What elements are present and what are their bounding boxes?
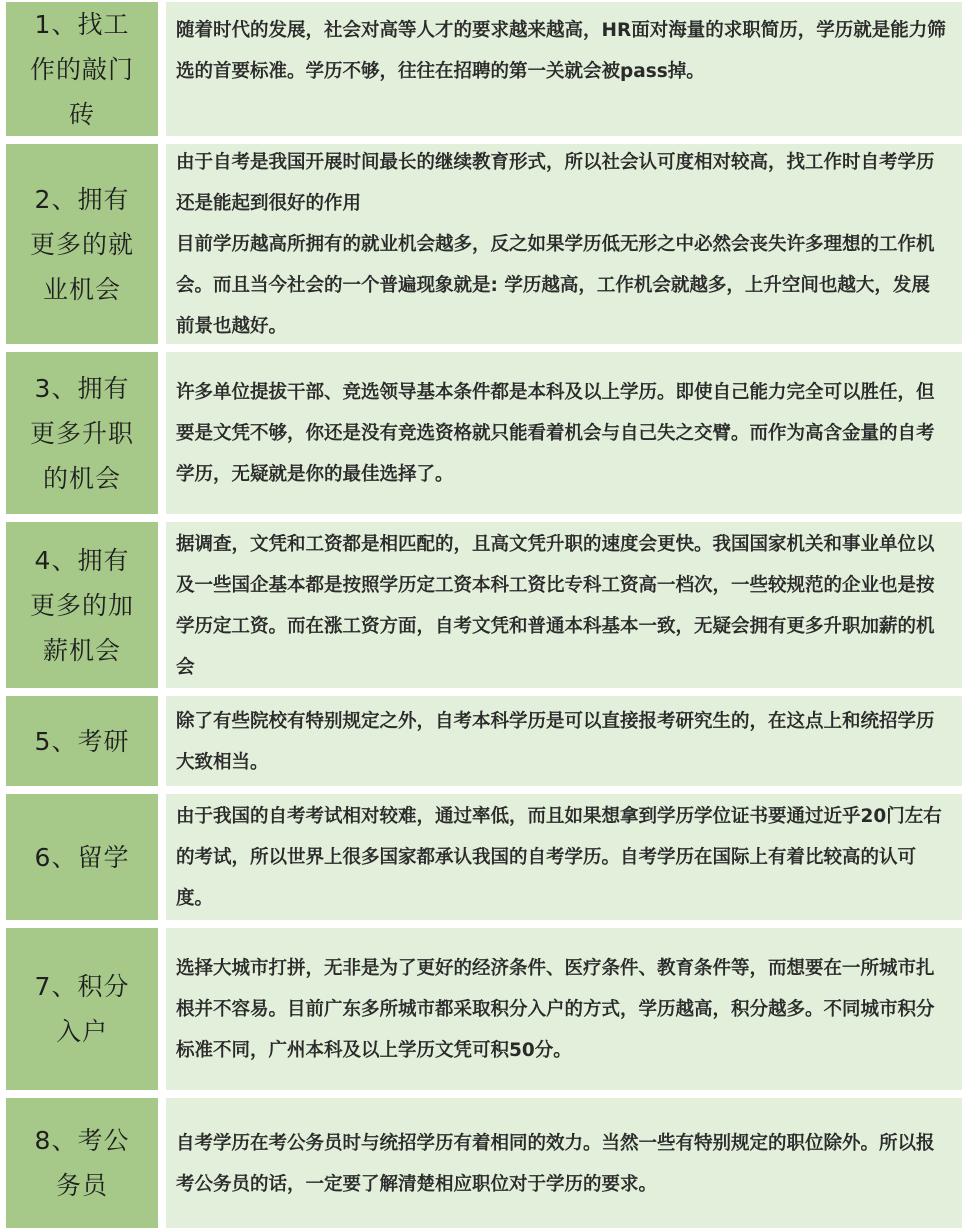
row-content-cell (166, 144, 962, 344)
row-content-cell (166, 352, 962, 514)
row-content-cell (166, 522, 962, 688)
row-content: 随着时代的发展，社会对高等人才的要求越来越高，HR面对海量的求职简历，学历就是能力筛选的首要标准。学历不够，往往在招聘的第一关就会被pass掉。 (176, 20, 946, 82)
row-label-cell (6, 522, 158, 688)
row-content-cell (166, 928, 962, 1090)
row-content: 许多单位提拔干部、竞选领导基本条件都是本科及以上学历。即使自己能力完全可以胜任，但要是文凭不够，你还是没有竞选资格就只能看着机会与自己失之交臂。而作为高含金量的自考学历，无疑就是你的最佳选择了。 (176, 382, 935, 485)
row-label: 1、找工作的敲门砖 (29, 9, 134, 129)
row-label-cell (6, 2, 158, 136)
table-row (0, 696, 962, 786)
row-label: 7、积分入户 (34, 972, 130, 1046)
row-label: 3、拥有更多升职的机会 (29, 373, 134, 493)
row-content-cell (166, 1098, 962, 1228)
row-label: 2、拥有更多的就业机会 (29, 184, 134, 304)
row-label: 4、拥有更多的加薪机会 (29, 545, 134, 665)
row-label-cell (6, 1098, 158, 1228)
row-content: 除了有些院校有特别规定之外，自考本科学历是可以直接报考研究生的，在这点上和统招学历大致相当。 (176, 710, 935, 773)
row-label-cell (6, 352, 158, 514)
table-row (0, 928, 962, 1090)
table-row (0, 794, 962, 920)
table-row (0, 352, 962, 514)
row-content: 选择大城市打拼，无非是为了更好的经济条件、医疗条件、教育条件等，而想要在一所城市扎根并不容易。目前广东多所城市都采取积分入户的方式，学历越高，积分越多。不同城市积分标准不同，广州本科及以上学历文凭可积50分。 (176, 958, 935, 1061)
table-row (0, 1098, 962, 1228)
row-label-cell (6, 928, 158, 1090)
row-label: 5、考研 (34, 726, 130, 756)
table-row (0, 144, 962, 344)
row-label-cell (6, 696, 158, 786)
row-content: 据调查，文凭和工资都是相匹配的，且高文凭升职的速度会更快。我国国家机关和事业单位以及一些国企基本都是按照学历定工资本科工资比专科工资高一档次，一些较规范的企业也是按学历定工资。而在涨工资方面，自考文凭和普通本科基本一致，无疑会拥有更多升职加薪的机会 (176, 533, 935, 678)
row-content: 由于自考是我国开展时间最长的继续教育形式，所以社会认可度相对较高，找工作时自考学历还是能起到很好的作用 目前学历越高所拥有的就业机会越多，反之如果学历低无形之中必然会丧失许多理想的工作机会。而且当今社会的一个普遍现象就是: 学历越高，工作机会就越多，上升空间也越大，发展前景也越好。 (176, 152, 935, 337)
table-row (0, 522, 962, 688)
row-content: 由于我国的自考考试相对较难，通过率低，而且如果想拿到学历学位证书要通过近乎20门左右的考试，所以世界上很多国家都承认我国的自考学历。自考学历在国际上有着比较高的认可度。 (176, 806, 942, 909)
row-content-cell (166, 794, 962, 920)
row-label: 6、留学 (34, 842, 130, 872)
table-row (0, 2, 962, 136)
row-label-cell (6, 144, 158, 344)
row-content: 自考学历在考公务员时与统招学历有着相同的效力。当然一些有特别规定的职位除外。所以报考公务员的话，一定要了解清楚相应职位对于学历的要求。 (176, 1132, 935, 1195)
row-content-cell (166, 696, 962, 786)
row-content-cell (166, 2, 962, 136)
row-label: 8、考公务员 (34, 1126, 130, 1200)
row-label-cell (6, 794, 158, 920)
